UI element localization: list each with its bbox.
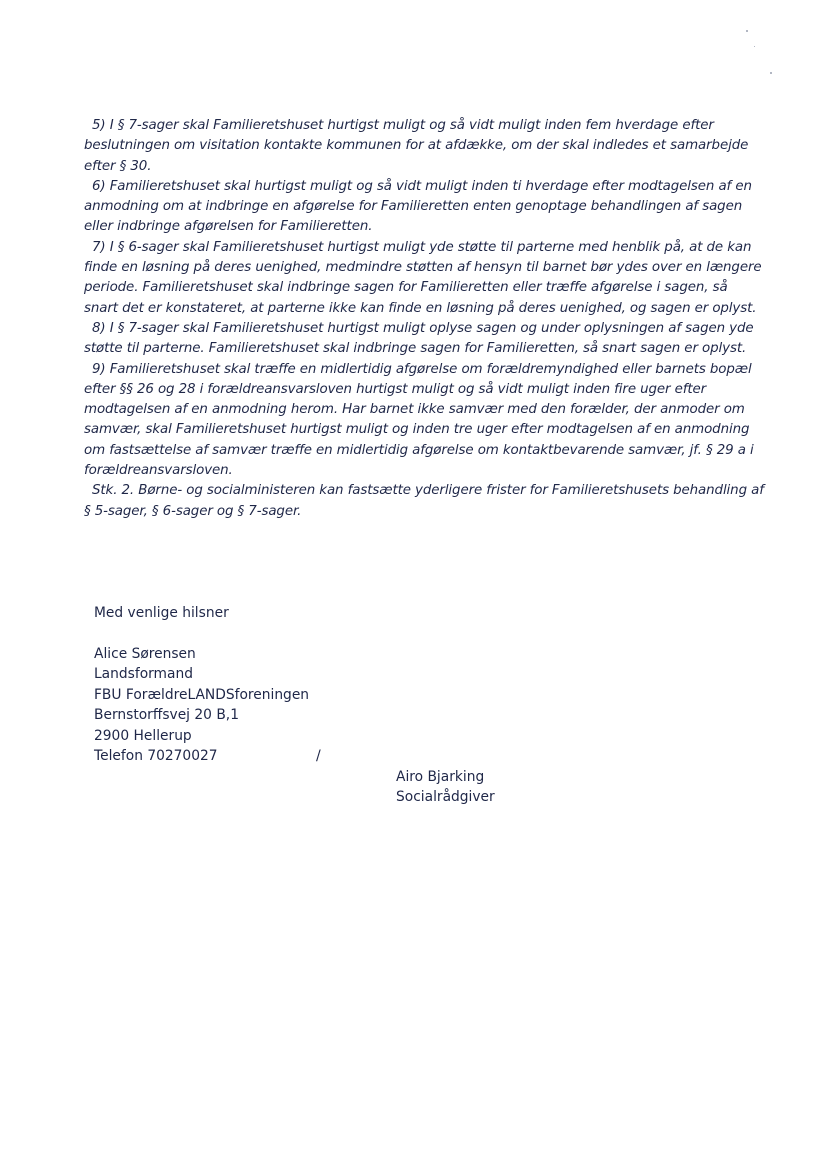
statute-text (84, 116, 764, 522)
scan-speck (746, 30, 748, 32)
second-signature-block (396, 767, 495, 808)
paragraph-9: 9) Familieretshuset skal træffe en midlertidig afgørelse om forældremyndighed eller barnets bopæl efter §§ 26 og 28 i forældreansvarsloven hurtigst muligt og så vidt muligt inden fire uger efter modtagelsen af en anmodning herom. Har barnet ikke samvær med den forælder, der anmoder om samvær, skal Familieretshuset hurtigst muligt og inden tre uger efter modtagelsen af en anmodning om fastsættelse af samvær træffe en midlertidig afgørelse om kontaktbevarende samvær, jf. § 29 a i forældreansvarsloven. (84, 361, 754, 479)
paragraph-stk-2: Stk. 2. Børne- og socialministeren kan fastsætte yderligere frister for Familieretshusets behandling af § 5-sager, § 6-sager og § 7-sager. (84, 483, 764, 519)
closing-greeting: Med venlige hilsner (94, 605, 229, 621)
signature-block (94, 644, 309, 766)
paragraph-6: 6) Familieretshuset skal hurtigst muligt og så vidt muligt inden ti hverdage efter modtagelsen af en anmodning om at indbringe en afgørelse for Familieretten enten genoptage behandlingen af sagen eller indbringe afgørelsen for Familieretten. (84, 178, 752, 235)
signature-separator: / (316, 748, 321, 764)
paragraph-8: 8) I § 7-sager skal Familieretshuset hurtigst muligt oplyse sagen og under oplysningen af sagen yde støtte til parterne. Familieretshuset skal indbringe sagen for Familieretten, så snart sagen er oplyst. (84, 320, 754, 357)
second-signatory-role: Socialrådgiver (396, 789, 495, 806)
scan-speck (754, 46, 755, 47)
scan-speck (770, 72, 772, 74)
phone-number: Telefon 70270027 (94, 748, 218, 765)
paragraph-5: 5) I § 7-sager skal Familieretshuset hurtigst muligt og så vidt muligt inden fem hverdage efter beslutningen om visitation kontakte kommunen for at afdække, om der skal indledes et samarbejde efter § 30. (84, 118, 749, 174)
second-signatory-name: Airo Bjarking (396, 769, 485, 785)
postal-city: 2900 Hellerup (94, 727, 192, 744)
street-address: Bernstorffsvej 20 B,1 (94, 707, 239, 724)
signatory-name: Alice Sørensen (94, 646, 196, 662)
signatory-role: Landsformand (94, 666, 193, 683)
paragraph-7: 7) I § 6-sager skal Familieretshuset hurtigst muligt yde støtte til parterne med henblik på, at de kan finde en løsning på deres uenighed, medmindre støtten af hensyn til barnet bør ydes over en længere periode. Familieretshuset skal indbringe sagen for Familieretten eller træffe afgørelse i sagen, så snart det er konstateret, at parterne ikke kan finde en løsning på deres uenighed, og sagen er oplyst. (84, 239, 762, 316)
organization-name: FBU ForældreLANDSforeningen (94, 686, 310, 703)
